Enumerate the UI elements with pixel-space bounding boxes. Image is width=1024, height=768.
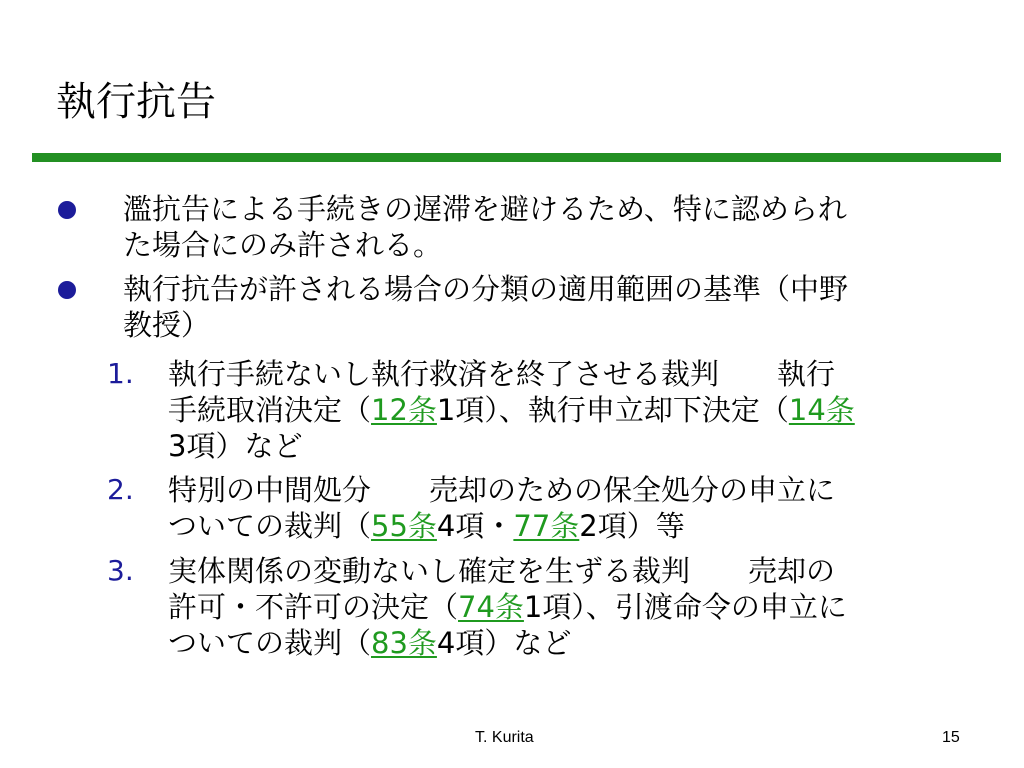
item-line: 特別の中間処分 売却のための保全処分の申立に	[168, 473, 836, 507]
item-line: 執行手続ないし執行救済を終了させる裁判 執行	[168, 357, 836, 391]
item-line: 実体関係の変動ないし確定を生ずる裁判 売却の	[168, 554, 836, 588]
numbered-item-text	[168, 472, 835, 544]
article-74-link[interactable]: 74条	[458, 590, 524, 624]
bullet-line: た場合にのみ許される。	[123, 228, 443, 262]
footer-author: T. Kurita	[475, 729, 534, 746]
item-line	[168, 625, 847, 661]
item-text: 4項・	[436, 509, 514, 543]
item-text: 1項）、執行申立却下決定（	[436, 393, 789, 427]
article-83-link[interactable]: 83条	[371, 626, 437, 660]
bullet-line: 執行抗告が許される場合の分類の適用範囲の基準（中野	[123, 272, 849, 306]
list-number: 1.	[107, 357, 134, 390]
article-12-link[interactable]: 12条	[371, 393, 437, 427]
page-number: 15	[942, 729, 960, 746]
item-text: ついての裁判（	[168, 626, 372, 660]
list-number: 3.	[107, 554, 134, 587]
item-text: ついての裁判（	[168, 509, 372, 543]
bullet-text	[123, 191, 847, 263]
item-line: 3項）など	[168, 429, 303, 463]
item-text: 4項）など	[436, 626, 572, 660]
item-text: 1項）、引渡命令の申立に	[523, 590, 847, 624]
article-55-link[interactable]: 55条	[371, 509, 437, 543]
bullet-line: 教授）	[123, 308, 211, 342]
numbered-item-text	[168, 356, 855, 464]
slide-title: 執行抗告	[56, 79, 216, 125]
item-line	[168, 508, 835, 544]
item-text: 手続取消決定（	[168, 393, 372, 427]
bullet-dot-icon	[58, 281, 76, 299]
item-line	[168, 589, 847, 625]
article-14-link[interactable]: 14条	[788, 393, 855, 427]
article-77-link[interactable]: 77条	[513, 509, 580, 543]
item-text: 許可・不許可の決定（	[168, 590, 459, 624]
item-line	[168, 392, 855, 428]
numbered-item-text	[168, 553, 847, 661]
bullet-dot-icon	[58, 201, 76, 219]
item-text: 2項）等	[579, 509, 685, 543]
bullet-line: 濫抗告による手続きの遅滞を避けるため、特に認められ	[123, 192, 847, 226]
bullet-text	[123, 271, 848, 343]
list-number: 2.	[107, 473, 134, 506]
title-divider	[32, 153, 1001, 162]
